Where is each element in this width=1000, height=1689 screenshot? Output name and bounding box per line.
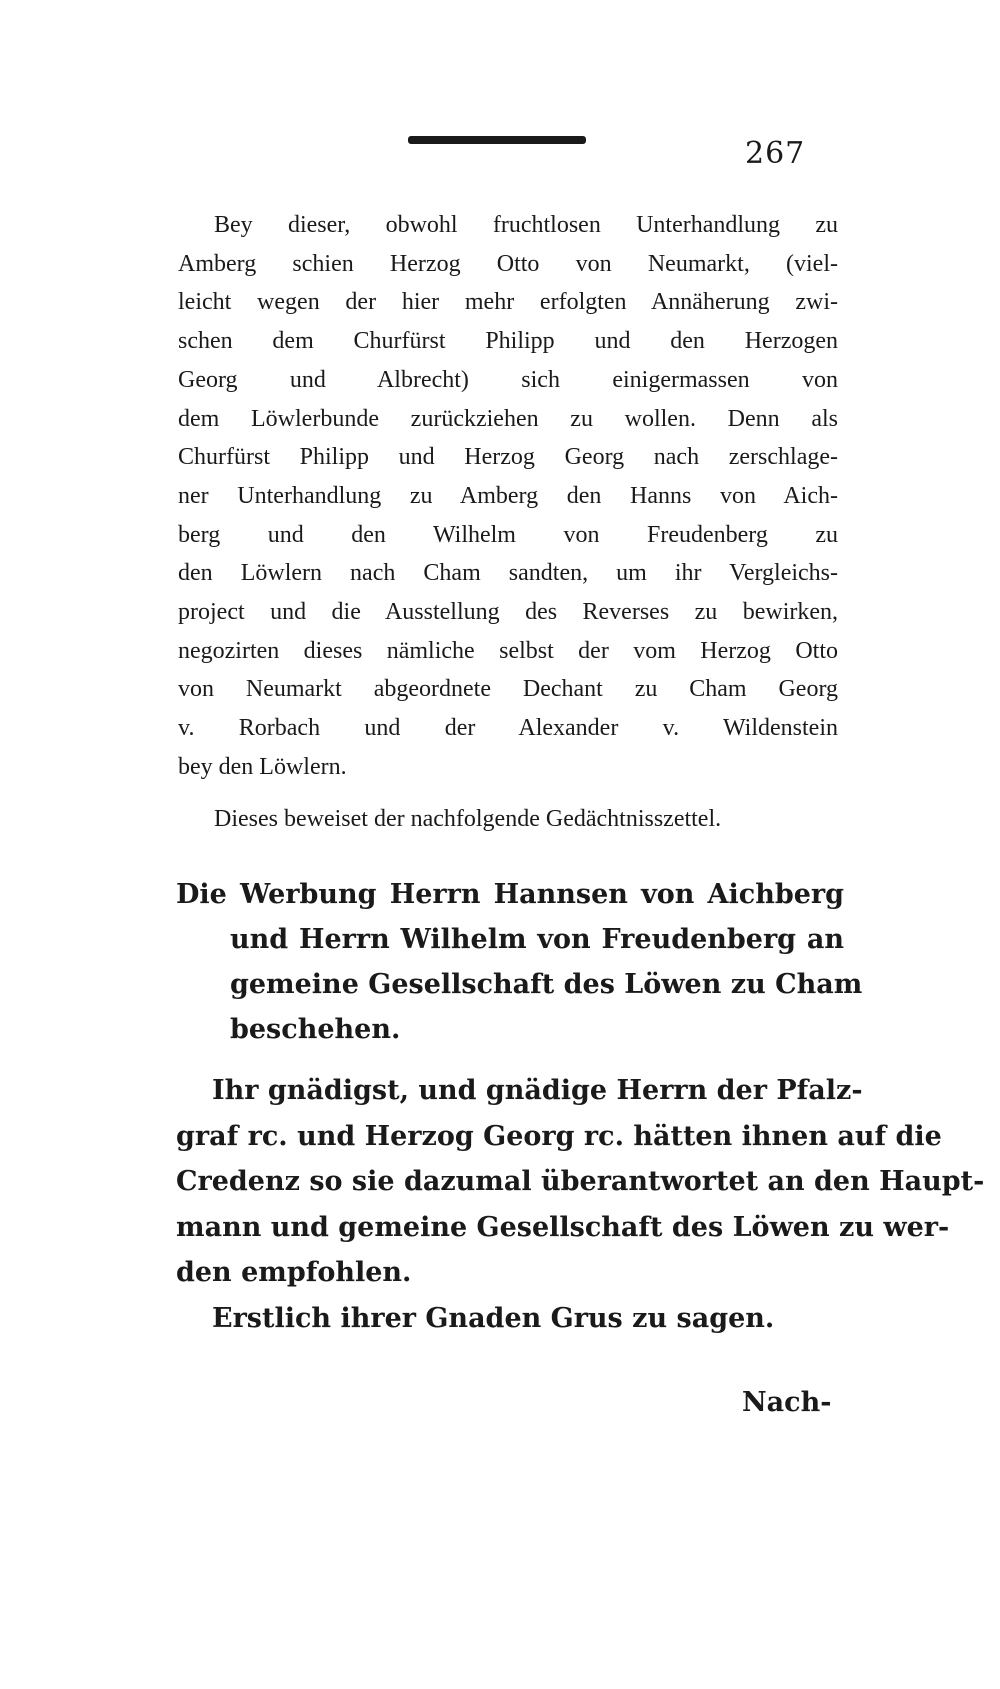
paragraph-4: [176, 1296, 844, 1341]
heading-line: beschehen.: [230, 1014, 401, 1045]
text-line: graf rc. und Herzog Georg rc. hätten ihnen auf die: [176, 1120, 942, 1152]
text-line: Amberg schien Herzog Otto von Neumarkt, (viel-: [178, 250, 838, 277]
text-line: bey den Löwlern.: [178, 753, 347, 780]
text-line: den Löwlern nach Cham sandten, um ihr Vergleichs-: [178, 560, 838, 587]
text-line: Credenz so sie dazumal überantwortet an den Haupt-: [176, 1166, 985, 1197]
text-line: Erstlich ihrer Gnaden Grus zu sagen.: [212, 1303, 775, 1334]
text-line: negozirten dieses nämliche selbst der vom Herzog Otto: [178, 637, 838, 664]
text-line: project und die Ausstellung des Reverses zu bewirken,: [178, 599, 838, 626]
text-line: ner Unterhandlung zu Amberg den Hanns von Aich-: [178, 482, 838, 509]
text-line: leicht wegen der hier mehr erfolgten Annäherung zwi-: [178, 289, 838, 316]
header-rule: [408, 136, 586, 144]
paragraph-2: [178, 800, 838, 839]
text-line: Bey dieser, obwohl fruchtlosen Unterhandlung zu: [214, 212, 838, 238]
text-line: Dieses beweiset der nachfolgende Gedächtnisszettel.: [214, 806, 722, 832]
document-heading: [176, 872, 863, 1052]
paragraph-3: [176, 1068, 985, 1296]
text-line: Churfürst Philipp und Herzog Georg nach zerschlage-: [178, 444, 838, 471]
text-line: von Neumarkt abgeordnete Dechant zu Cham Georg: [178, 676, 838, 703]
text-line: den empfohlen.: [176, 1257, 412, 1288]
text-line: berg und den Wilhelm von Freudenberg zu: [178, 521, 838, 548]
text-line: Georg und Albrecht) sich einigermassen von: [178, 366, 838, 393]
heading-line: Die Werbung Herrn Hannsen von Aichberg: [176, 879, 844, 910]
heading-line: und Herrn Wilhelm von Freudenberg an: [230, 924, 844, 955]
text-line: mann und gemeine Gesellschaft des Löwen zu wer-: [176, 1211, 950, 1243]
catchword: Nach-: [742, 1387, 832, 1418]
text-line: Ihr gnädigst, und gnädige Herrn der Pfalz-: [212, 1075, 863, 1106]
paragraph-1: [178, 206, 838, 787]
text-line: schen dem Churfürst Philipp und den Herzogen: [178, 328, 838, 355]
heading-line: gemeine Gesellschaft des Löwen zu Cham: [230, 969, 863, 1000]
page-number: 267: [745, 136, 806, 171]
text-line: v. Rorbach und der Alexander v. Wildenstein: [178, 715, 838, 742]
text-line: dem Löwlerbunde zurückziehen zu wollen. Denn als: [178, 405, 838, 432]
